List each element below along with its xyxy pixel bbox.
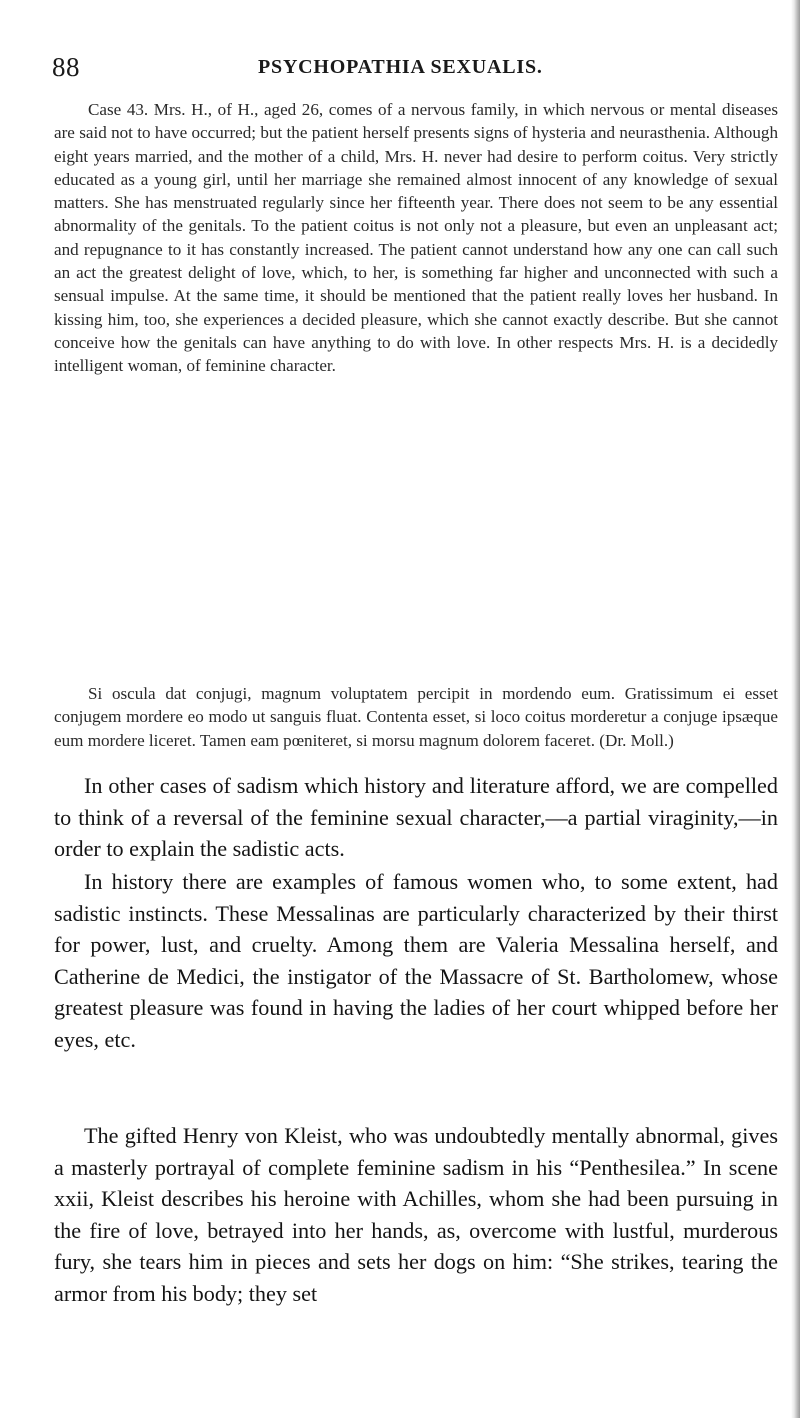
body-paragraph-3 [54,1120,778,1310]
body-paragraph-1 [54,770,778,865]
latin-paragraph: Si oscula dat conjugi, magnum voluptatem percipit in mordendo eum. Gratissimum ei esset conjugem mordere eo modo ut sanguis fluat. Contenta esset, si loco coitus morderetur a conjuge ipsæque eum mordere liceret. Tamen eam pœniteret, si morsu magnum dolorem faceret. (Dr. Moll.) [54,684,778,750]
body-paragraph-2 [54,866,778,1056]
paragraph-text: In other cases of sadism which history and literature afford, we are compelled to think of a reversal of the feminine sexual character,—a partial viraginity,—in order to explain the sadistic acts. [54,773,778,862]
paragraph-text: In history there are examples of famous women who, to some extent, had sadistic instincts. These Messalinas are particularly characterized by their thirst for power, lust, and cruelty. Among them are Valeria Messalina herself, and Catherine de Medici, the instigator of the Massacre of St. Bartholomew, whose greatest pleasure was found in having the ladies of her court whipped before her eyes, etc. [54,869,778,1052]
latin-passage [54,682,778,752]
case-report [54,98,778,378]
page-header [0,52,800,88]
page-edge-shadow [791,0,800,1418]
case-paragraph: Case 43. Mrs. H., of H., aged 26, comes of a nervous family, in which nervous or mental diseases are said not to have occurred; but the patient herself presents signs of hysteria and neurasthenia. Although eight years married, and the mother of a child, Mrs. H. never had desire to perform coitus. Very strictly educated as a young girl, until her marriage she remained almost innocent of any knowledge of sexual matters. She has menstruated regularly since her fifteenth year. There does not seem to be any essential abnormality of the genitals. To the patient coitus is not only not a pleasure, but even an unpleasant act; and repugnance to it has constantly increased. The patient cannot understand how any one can call such an act the greatest delight of love, which, to her, is something far higher and unconnected with such a sensual impulse. At the same time, it should be mentioned that the patient really loves her husband. In kissing him, too, she experiences a decided pleasure, which she cannot exactly describe. But she cannot conceive how the genitals can have anything to do with love. In other respects Mrs. H. is a decidedly intelligent woman, of feminine character. [54,100,778,376]
running-title: PSYCHOPATHIA SEXUALIS. [258,56,543,78]
page-number: 88 [52,52,80,82]
paragraph-text: The gifted Henry von Kleist, who was undoubtedly mentally abnormal, gives a masterly portrayal of complete feminine sadism in his “Penthesilea.” In scene xxii, Kleist describes his heroine with Achilles, whom she had been pursuing in the fire of love, betrayed into her hands, as, overcome with lustful, murderous fury, she tears him in pieces and sets her dogs on him: “She strikes, tearing the armor from his body; they set [54,1123,778,1306]
